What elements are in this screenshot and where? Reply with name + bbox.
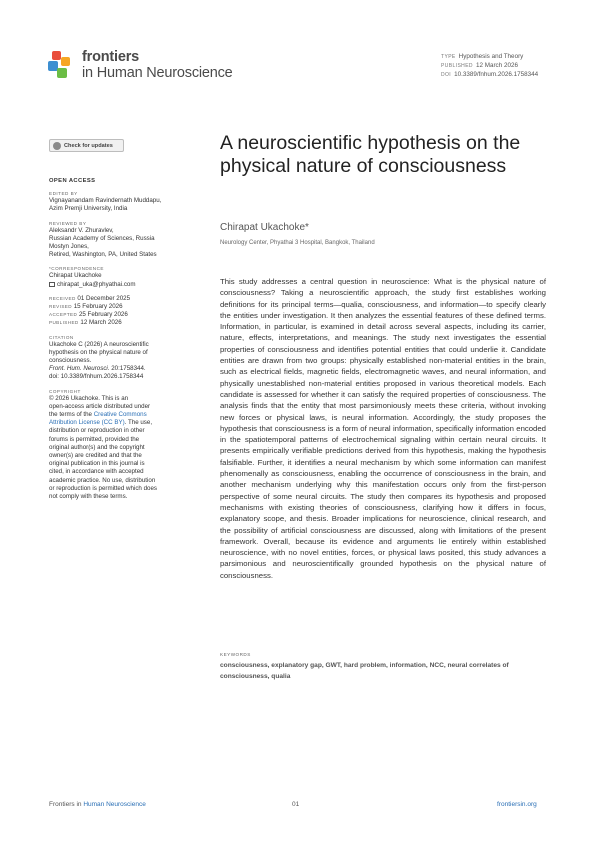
citation-journal: Front. Hum. Neurosci. <box>49 365 110 373</box>
received-label: RECEIVED <box>49 295 76 301</box>
editor-line: Azim Premji University, India <box>49 205 128 213</box>
published-date <box>441 62 518 69</box>
reviewer-line: Mostyn Jones, <box>49 243 89 251</box>
citation-volume: 20:1758344. <box>109 365 146 373</box>
copyright-line: original publication in this journal is <box>49 460 145 468</box>
reviewed-by-block <box>49 220 185 260</box>
author-affiliation: Neurology Center, Phyathai 3 Hospital, Bangkok, Thailand <box>220 240 375 246</box>
reviewer-line: Russian Academy of Sciences, Russia <box>49 234 155 242</box>
journal-name[interactable]: in Human Neuroscience <box>82 65 233 81</box>
revised-date <box>49 303 185 311</box>
citation-line: hypothesis on the physical nature of <box>49 348 148 356</box>
copyright-pre: the terms of the <box>49 411 94 419</box>
accepted-value: 25 February 2026 <box>78 311 128 319</box>
author-name[interactable]: Chirapat Ukachoke* <box>220 222 309 233</box>
copyright-post: . The use, <box>124 419 153 427</box>
citation-block <box>49 334 185 382</box>
license-link[interactable]: Attribution License (CC BY) <box>49 419 125 427</box>
copyright-line: academic practice. No use, distribution <box>49 476 156 484</box>
reviewer-line: Retired, Washington, PA, United States <box>49 251 157 259</box>
copyright-label: COPYRIGHT <box>49 388 81 394</box>
correspondence-label: *CORRESPONDENCE <box>49 266 104 272</box>
copyright-license-line <box>49 411 185 419</box>
check-for-updates-label: Check for updates <box>64 142 113 149</box>
received-value: 01 December 2025 <box>77 294 131 302</box>
published-sidebar-label: PUBLISHED <box>49 320 79 326</box>
dates-block <box>49 295 185 328</box>
page-number: 01 <box>292 801 300 808</box>
citation-line: consciousness. <box>49 357 92 365</box>
accepted-label: ACCEPTED <box>49 312 78 318</box>
copyright-line: original author(s) and the copyright <box>49 443 145 451</box>
published-sidebar-value: 12 March 2026 <box>80 319 122 327</box>
published-value: 12 March 2026 <box>475 62 518 69</box>
keywords-list: consciousness, explanatory gap, GWT, hard problem, information, NCC, neural correlates of consciousness, qualia <box>220 662 509 680</box>
copyright-line: not comply with these terms. <box>49 493 128 501</box>
accepted-date <box>49 311 185 319</box>
journal-brand[interactable]: frontiers <box>82 49 140 65</box>
copyright-license-line <box>49 419 185 427</box>
reviewed-by-label: REVIEWED BY <box>49 220 87 226</box>
revised-label: REVISED <box>49 304 72 310</box>
update-check-icon <box>53 142 61 150</box>
reviewer-line: Aleksandr V. Zhuravlev, <box>49 226 114 234</box>
copyright-line: cited, in accordance with accepted <box>49 468 144 476</box>
frontiers-logo-icon <box>48 51 72 79</box>
copyright-line: or reproduction is permitted which does <box>49 484 157 492</box>
received-date <box>49 295 185 303</box>
doi-label: DOI <box>441 72 452 78</box>
citation-doi[interactable]: doi: 10.3389/fnhum.2026.1758344 <box>49 373 144 381</box>
footer-journal <box>49 801 146 808</box>
doi-value[interactable]: 10.3389/fnhum.2026.1758344 <box>454 71 539 78</box>
doi <box>441 71 538 78</box>
article-title: A neuroscientific hypothesis on the physical nature of consciousness <box>220 132 521 177</box>
footer-journal-link[interactable]: Human Neuroscience <box>83 801 146 808</box>
copyright-line: forums is permitted, provided the <box>49 435 140 443</box>
citation-label: CITATION <box>49 334 74 340</box>
mail-icon <box>49 282 55 287</box>
copyright-line: open-access article distributed under <box>49 402 151 410</box>
correspondence-email[interactable]: chirapat_uka@phyathai.com <box>57 280 136 288</box>
type-label: TYPE <box>441 54 456 60</box>
editor-line: Vignayanandam Ravindernath Muddapu, <box>49 197 162 205</box>
abstract-text: This study addresses a central question in neuroscience: What is the physical nature of consciousness? Taking a neuroscientific approach, the study first establishes working definitions for its principal terms—qualia, consciousness, and information—to specify clearly the entities under investigation. It then analyzes the essential features of these defined terms. Information, in particular, is examined in detail across several aspects, including its carrier, nature, effects, interpretations, and meanings. The study next investigates the essential properties of consciousness and identifies potential entities that could underlie it. Candidate entities are drawn from two groups: physically established non-material entities in the brain, such as electrical fields, magnetic fields, electromagnetic waves, and neural information, and physically unestablished non-material entities proposed in various theoretical models. Each candidate is assessed for whether it can satisfy the required properties of consciousness. The analysis finds that the entity that most parsimoniously meets these criteria, without invoking new forces or physical laws, is neural information. Accordingly, the study proposes the hypothesis that consciousness is a form of neural information, specifically information encoded in the spatiotemporal patterns of electrochemical signaling within certain neural circuits. It presents empirically verifiable predictions derived from this hypothesis, making the hypothesis falsifiable. Further, it identifies a neural mechanism by which some information can manifest phenomenally as consciousness, enabling the occurrence of consciousness in the brain, and another mechanism underlying why this manifestation occurs only from the first-person perspective of some neural circuits. The study then compares its hypothesis and proposed mechanisms with existing theories of consciousness, clarifying how it differs in focus, explanatory scope, and thesis. Broader implications for neuroscience, clinical research, and the possibility of artificial consciousness are discussed, along with limitations of the present framework. Overall, because its evidence and arguments lie entirely within established neuroscience, with no novel entities, forces, or physical laws posited, this study advances a parsimonious and neuroscientifically grounded hypothesis on the physical nature of consciousness. <box>220 277 546 580</box>
article-info-sidebar <box>49 177 185 507</box>
copyright-block <box>49 388 185 502</box>
correspondence-email-row[interactable] <box>49 281 185 289</box>
keywords-label: KEYWORDS <box>220 652 251 657</box>
open-access-label: OPEN ACCESS <box>49 178 96 184</box>
published-label: PUBLISHED <box>441 63 473 69</box>
citation-line: Ukachoke C (2026) A neuroscientific <box>49 340 149 348</box>
type-value: Hypothesis and Theory <box>458 53 524 60</box>
copyright-line: © 2026 Ukachoke. This is an <box>49 394 129 402</box>
citation-journal-line <box>49 365 185 373</box>
edited-by-label: EDITED BY <box>49 191 78 197</box>
published-sidebar-date <box>49 319 185 327</box>
article-type <box>441 53 523 60</box>
correspondence-name: Chirapat Ukachoke <box>49 272 102 280</box>
check-for-updates-button[interactable] <box>49 139 124 152</box>
footer-site-link[interactable]: frontiersin.org <box>497 801 537 808</box>
copyright-line: owner(s) are credited and that the <box>49 452 142 460</box>
revised-value: 15 February 2026 <box>73 303 123 311</box>
footer-journal-pre: Frontiers in <box>49 801 84 808</box>
copyright-line: distribution or reproduction in other <box>49 427 145 435</box>
correspondence-block <box>49 265 185 288</box>
license-link[interactable]: Creative Commons <box>93 411 147 419</box>
edited-by-block <box>49 190 185 213</box>
